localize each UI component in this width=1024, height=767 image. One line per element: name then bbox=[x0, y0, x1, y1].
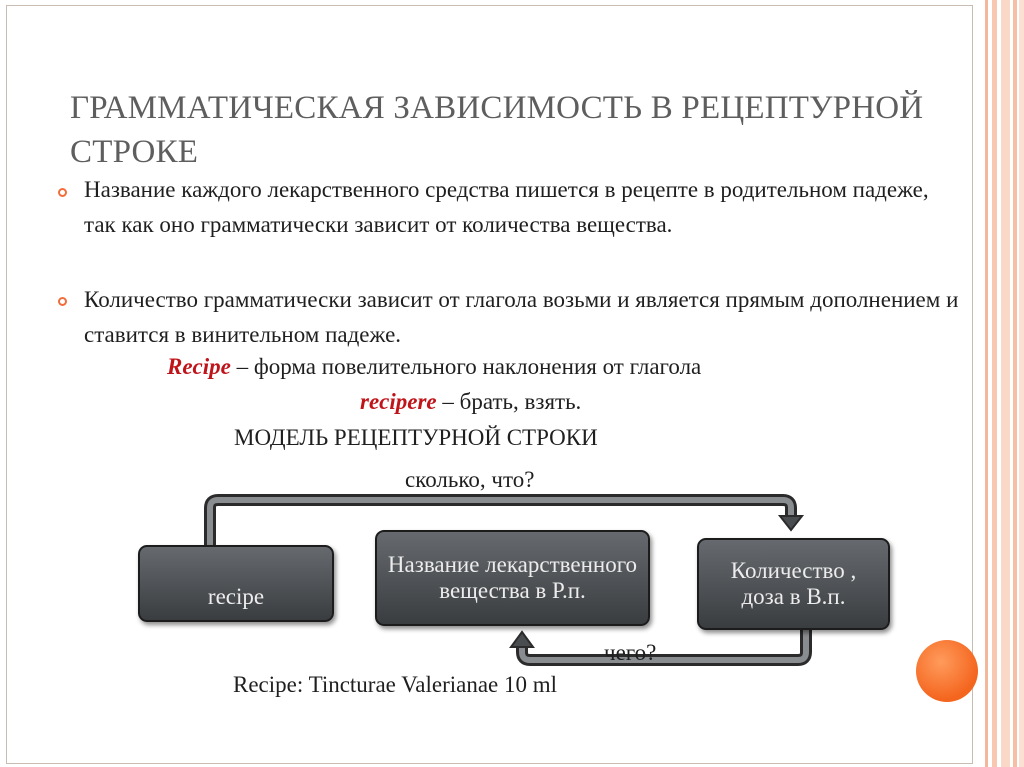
bullet-text: Количество грамматически зависит от глагола возьми и является прямым дополнением и ставится в винительном падеже. bbox=[84, 287, 959, 347]
decor-stripe bbox=[985, 0, 988, 767]
bullet-marker-icon bbox=[58, 188, 67, 197]
latin-term-recipere: recipere bbox=[360, 389, 437, 414]
top-question-label: сколько, что? bbox=[405, 467, 535, 492]
recipe-definition-line bbox=[167, 354, 701, 380]
bullet-text: Название каждого лекарственного средства пишется в рецепте в родительном падеже, так как оно грамматически зависит от количества вещества. bbox=[84, 177, 929, 237]
quantity-box bbox=[697, 538, 890, 630]
recipere-definition-line bbox=[360, 389, 581, 415]
quantity-box-label: Количество , доза в В.п. bbox=[730, 558, 857, 609]
substance-name-box bbox=[375, 530, 650, 626]
definition-text: – брать, взять. bbox=[436, 389, 582, 414]
slide-title: ГРАММАТИЧЕСКАЯ ЗАВИСИМОСТЬ В РЕЦЕПТУРНОЙ СТРОКЕ bbox=[70, 90, 924, 170]
definition-text: – форма повелительного наклонения от глагола bbox=[230, 354, 702, 379]
latin-term-recipe: Recipe bbox=[167, 354, 231, 379]
recipe-box bbox=[138, 545, 334, 622]
decor-stripe bbox=[1013, 0, 1017, 767]
substance-name-box-label: Название лекарственного вещества в Р.п. bbox=[387, 552, 638, 603]
recipe-box-label: recipe bbox=[207, 584, 265, 609]
bottom-question-label: чего? bbox=[604, 640, 657, 665]
example-prescription: Recipe: Tincturae Valerianae 10 ml bbox=[233, 672, 558, 697]
decor-stripe bbox=[1001, 0, 1010, 767]
model-heading: МОДЕЛЬ РЕЦЕПТУРНОЙ СТРОКИ bbox=[234, 425, 598, 450]
orange-circle-decoration bbox=[916, 640, 978, 702]
decor-stripe bbox=[992, 0, 997, 767]
bullet-marker-icon bbox=[58, 297, 67, 306]
decor-stripe bbox=[1019, 0, 1024, 767]
